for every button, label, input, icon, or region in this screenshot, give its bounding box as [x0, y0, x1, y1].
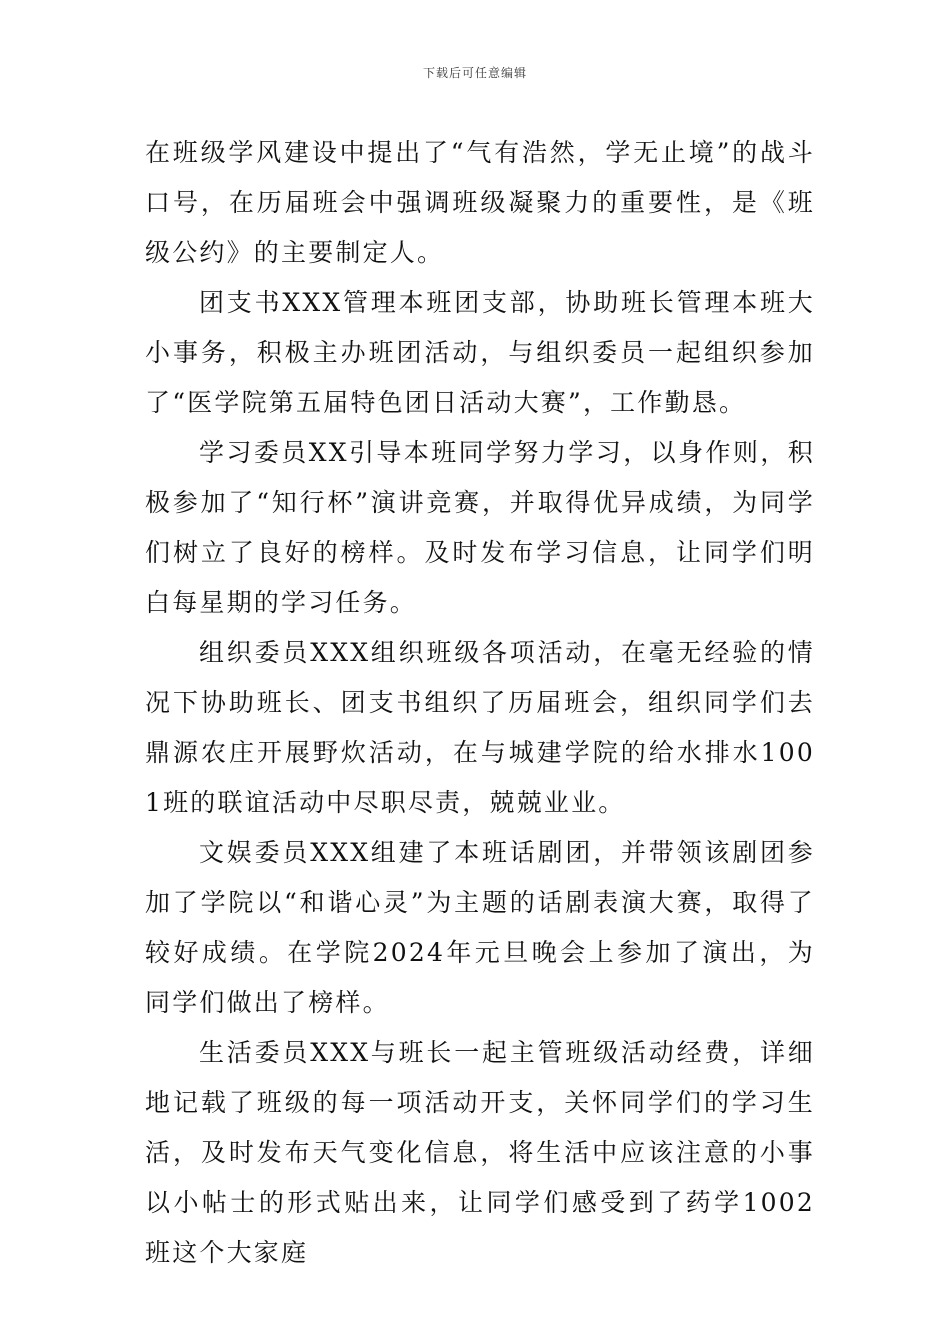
- document-body: [145, 128, 815, 1278]
- paragraph-league-secretary: 团支书XXX管理本班团支部，协助班长管理本班大小事务，积极主办班团活动，与组织委员一起组织参加了“医学院第五届特色团日活动大赛”，工作勤恳。: [145, 288, 815, 417]
- header-note: 下载后可任意编辑: [422, 66, 527, 80]
- paragraph-class-monitor: 在班级学风建设中提出了“气有浩然，学无止境”的战斗口号，在历届班会中强调班级凝聚力的重要性，是《班级公约》的主要制定人。: [145, 138, 815, 267]
- paragraph-life-committee: 生活委员XXX与班长一起主管班级活动经费，详细地记载了班级的每一项活动开支，关怀同学们的学习生活，及时发布天气变化信息，将生活中应该注意的小事以小帖士的形式贴出来，让同学们感受到了药学1002班这个大家庭: [145, 1038, 815, 1267]
- paragraph-entertainment-committee: 文娱委员XXX组建了本班话剧团，并带领该剧团参加了学院以“和谐心灵”为主题的话剧表演大赛，取得了较好成绩。在学院2024年元旦晚会上参加了演出，为同学们做出了榜样。: [145, 838, 815, 1017]
- paragraph-organization-committee: 组织委员XXX组织班级各项活动，在毫无经验的情况下协助班长、团支书组织了历届班会，组织同学们去鼎源农庄开展野炊活动，在与城建学院的给水排水1001班的联谊活动中尽职尽责，兢兢业业。: [145, 638, 815, 817]
- paragraph-study-committee: 学习委员XX引导本班同学努力学习，以身作则，积极参加了“知行杯”演讲竞赛，并取得优异成绩，为同学们树立了良好的榜样。及时发布学习信息，让同学们明白每星期的学习任务。: [145, 438, 815, 617]
